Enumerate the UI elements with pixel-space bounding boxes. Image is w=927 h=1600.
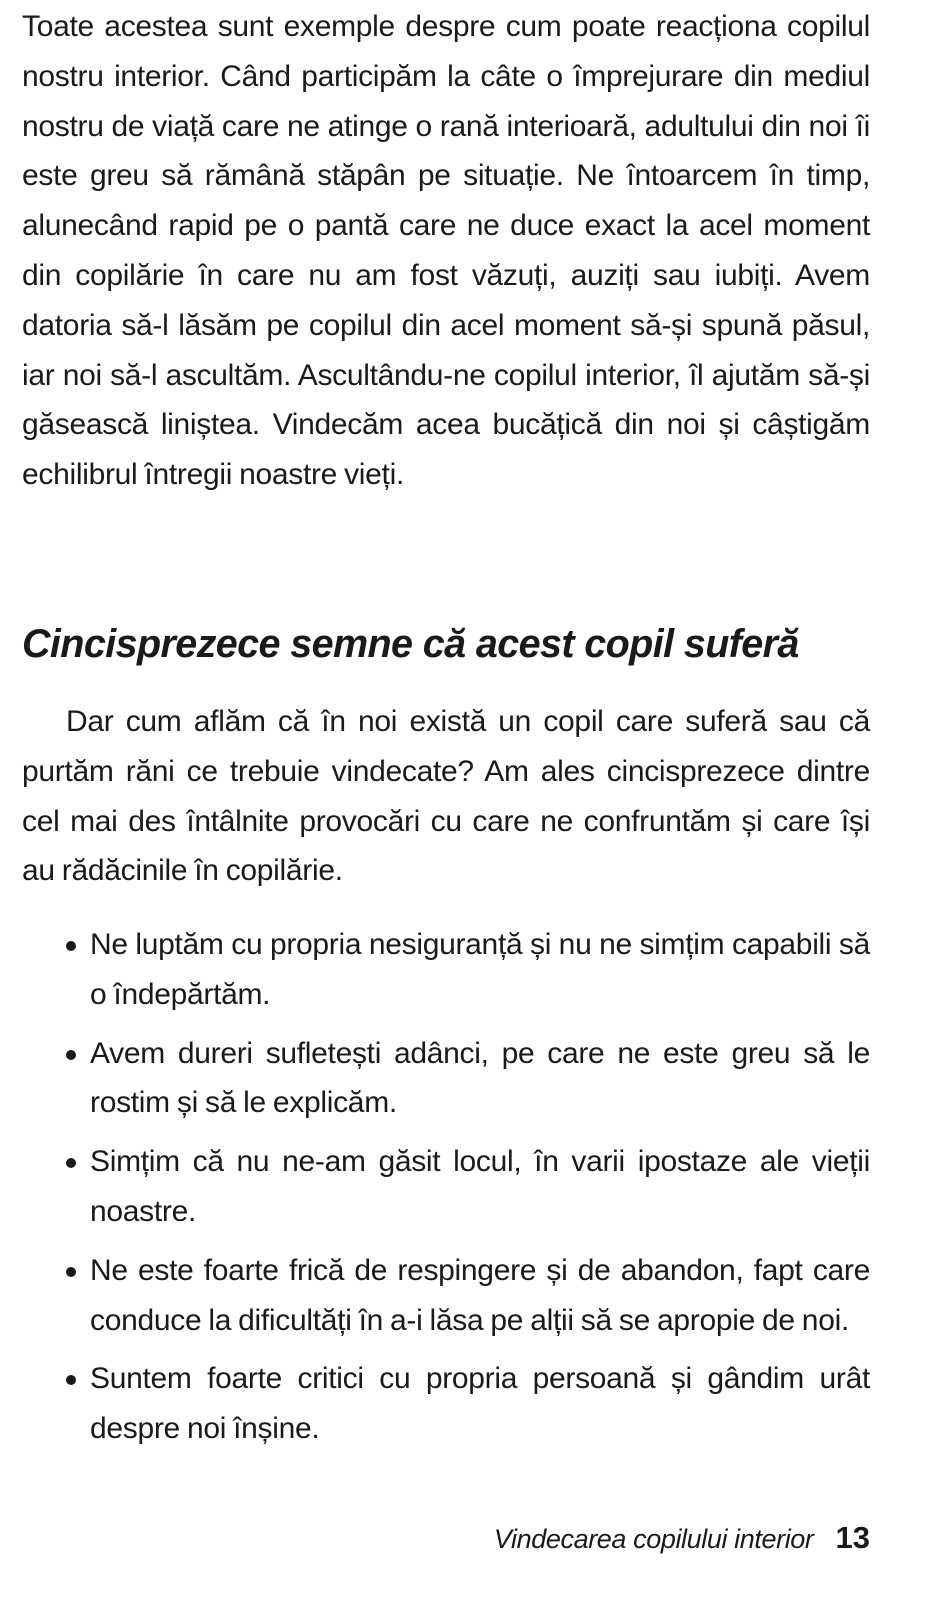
list-item xyxy=(66,1137,870,1237)
bullet-icon xyxy=(66,941,76,951)
list-item-text: Suntem foarte critici cu propria persoană și gândim urât despre noi înșine. xyxy=(90,1362,870,1446)
list-item xyxy=(66,1246,870,1346)
running-title: Vindecarea copilului interior xyxy=(493,1524,814,1554)
page-footer xyxy=(494,1520,870,1556)
body-paragraph: Toate acestea sunt exemple despre cum poate reacționa copilul nostru interior. Când participăm la câte o împrejurare din mediul nostru de viață care ne atinge o rană interioară, adultului din noi îi este greu să rămână stăpân pe situație. Ne întoarcem în timp, alunecând rapid pe o pantă care ne duce exact la acel moment din copilărie în care nu am fost văzuți, auziți sau iubiți. Avem datoria să-l lăsăm pe copilul din acel moment să-și spună păsul, iar noi să-l ascultăm. Ascultându-ne copilul interior, îl ajutăm să-și găsească liniștea. Vindecăm acea bucățică din noi și câștigăm echilibrul întregii noastre vieți. xyxy=(22,10,870,492)
list-item xyxy=(66,1029,870,1129)
list-item-text: Avem dureri sufletești adânci, pe care ne este greu să le rostim și să le explicăm. xyxy=(90,1036,870,1120)
bullet-icon xyxy=(66,1158,76,1168)
section-heading: Cincisprezece semne că acest copil suferă xyxy=(22,622,799,666)
signs-list xyxy=(66,920,870,1463)
bullet-icon xyxy=(66,1050,76,1060)
bullet-icon xyxy=(66,1267,76,1277)
list-item-text: Simțim că nu ne-am găsit locul, în varii ipostaze ale vieții noastre. xyxy=(90,1145,870,1228)
book-page xyxy=(22,0,870,1446)
intro-paragraph: Dar cum aflăm că în noi există un copil care suferă sau că purtăm răni ce trebuie vindecate? Am ales cincisprezece dintre cel mai des întâlnite provocări cu care ne confruntăm și care își au rădăcinile în copilărie. xyxy=(22,705,870,888)
list-item xyxy=(66,1354,870,1454)
list-item-text: Ne este foarte frică de respingere și de abandon, fapt care conduce la dificultăți în a-i lăsa pe alții să se apropie de noi. xyxy=(90,1253,870,1337)
bullet-icon xyxy=(66,1375,76,1385)
list-item xyxy=(66,920,870,1020)
page-number: 13 xyxy=(835,1520,870,1555)
list-item-text: Ne luptăm cu propria nesiguranță și nu ne simțim capabili să o îndepărtăm. xyxy=(90,928,870,1011)
